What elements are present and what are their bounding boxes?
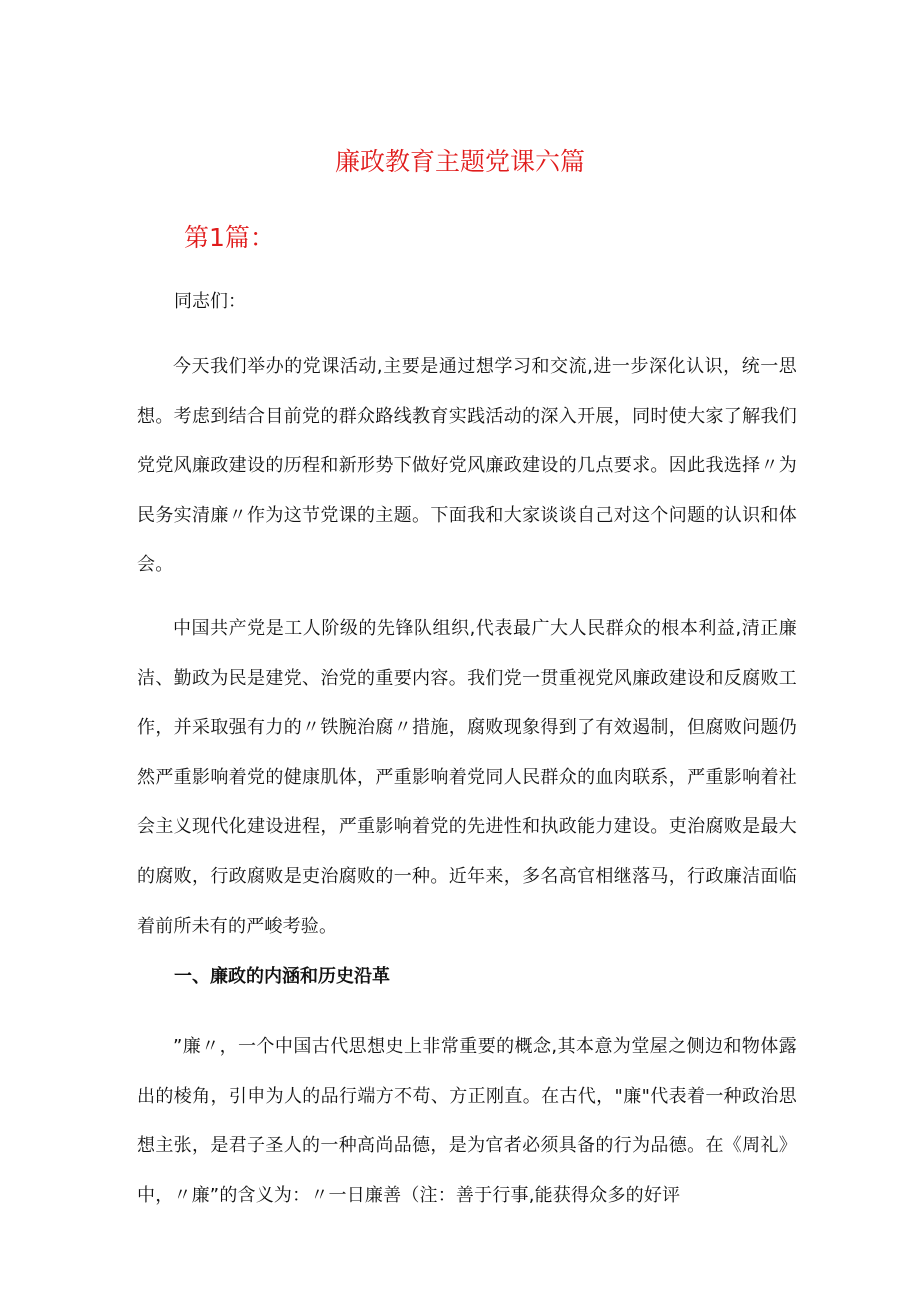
section-paragraph: ”廉〃，一个中国古代思想史上非常重要的概念,其本意为堂屋之侧边和物体露出的棱角，引申为人的品行端方不苟、方正刚直。在古代，"廉"代表着一种政治思想主张，是君子圣人的一种高尚品德，是为官者必须具备的行为品德。在《周礼》中，〃廉”的含义为：〃一日廉善（注：善于行事,能获得众多的好评: [137, 1036, 797, 1206]
body-paragraph: 中国共产党是工人阶级的先锋队组织,代表最广大人民群众的根本利益,清正廉洁、勤政为民是建党、治党的重要内容。我们党一贯重视党风廉政建设和反腐败工作，并采取强有力的〃铁腕治腐〃措施，腐败现象得到了有效遏制，但腐败问题仍然严重影响着党的健康肌体，严重影响着党同人民群众的血肉联系，严重影响着社会主义现代化建设进程，严重影响着党的先进性和执政能力建设。吏治腐败是最大的腐败，行政腐败是吏治腐败的一种。近年来，多名高官相继落马，行政廉洁面临着前所未有的严峻考验。: [137, 618, 797, 937]
document-title: 廉政教育主题党课六篇: [334, 147, 585, 176]
section-heading: 一、廉政的内涵和历史沿革: [174, 966, 390, 987]
body-paragraph: 今天我们举办的党课活动,主要是通过想学习和交流,进一步深化认识，统一思想。考虑到结合目前党的群众路线教育实践活动的深入开展，同时使大家了解我们党党风廉政建设的历程和新形势下做好党风廉政建设的几点要求。因此我选择〃为民务实清廉〃作为这节党课的主题。下面我和大家谈谈自己对这个问题的认识和体会。: [137, 356, 797, 576]
part-heading: 第1篇：: [184, 223, 275, 252]
salutation: 同志们：: [174, 291, 246, 312]
